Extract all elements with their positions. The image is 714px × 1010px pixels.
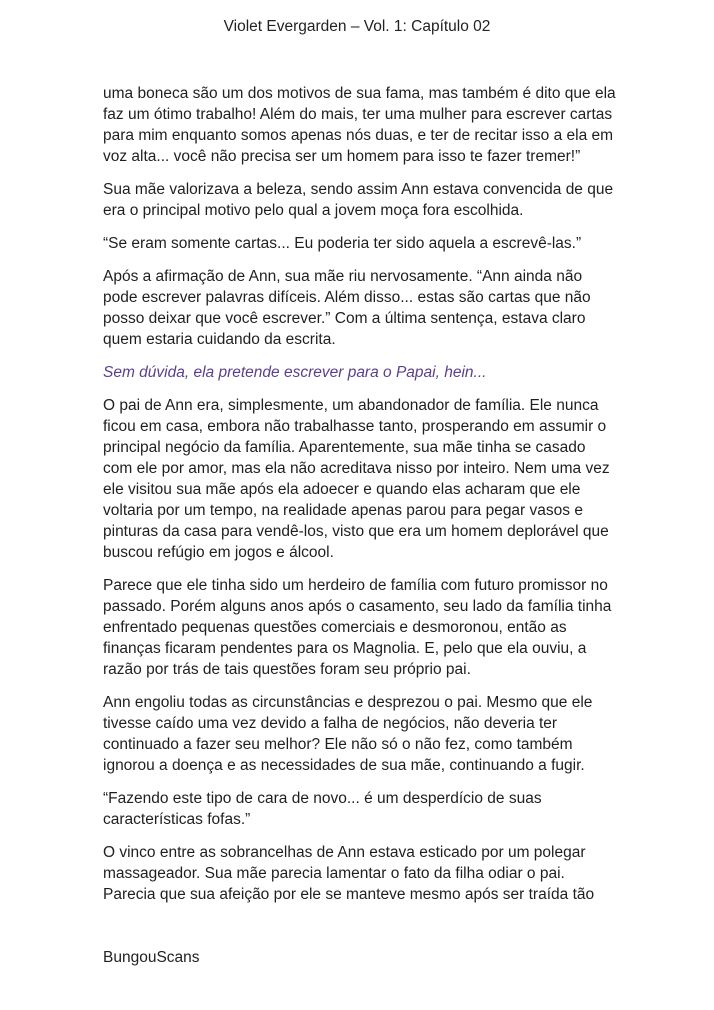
paragraph-9: “Fazendo este tipo de cara de novo... é um desperdício de suas características fofas.”	[103, 790, 542, 828]
paragraph-7: Parece que ele tinha sido um herdeiro de família com futuro promissor no passado. Porém alguns anos após o casamento, seu lado da família tinha enfrentado pequenas questões comerciais e desmoronou, então as finanças ficaram pendentes para os Magnolia. E, pelo que ela ouviu, a razão por trás de tais questões foram seu próprio pai.	[103, 577, 612, 678]
paragraph-10: O vinco entre as sobrancelhas de Ann estava esticado por um polegar massageador. Sua mãe parecia lamentar o fato da filha odiar o pai. Parecia que sua afeição por ele se manteve mesmo após ser traída tão	[103, 844, 595, 903]
inner-thought-paragraph: Sem dúvida, ela pretende escrever para o Papai, hein...	[103, 364, 487, 381]
paragraph-1: uma boneca são um dos motivos de sua fama, mas também é dito que ela faz um ótimo trabalho! Além do mais, ter uma mulher para escrever cartas para mim enquanto somos apenas nós duas, e ter de recitar isso a ela em voz alta... você não precisa ser um homem para isso te fazer tremer!”	[103, 85, 616, 165]
chapter-body	[103, 83, 619, 917]
paragraph-8: Ann engoliu todas as circunstâncias e desprezou o pai. Mesmo que ele tivesse caído uma vez devido a falha de negócios, não deveria ter continuado a fazer seu melhor? Ele não só o não fez, como também ignorou a doença e as necessidades de sua mãe, continuando a fugir.	[103, 694, 593, 774]
page-header: Violet Evergarden – Vol. 1: Capítulo 02	[223, 18, 491, 35]
paragraph-3: “Se eram somente cartas... Eu poderia ter sido aquela a escrevê-las.”	[103, 235, 582, 252]
page-footer: BungouScans	[103, 949, 200, 966]
paragraph-2: Sua mãe valorizava a beleza, sendo assim Ann estava convencida de que era o principal motivo pelo qual a jovem moça fora escolhida.	[103, 181, 614, 219]
paragraph-4: Após a afirmação de Ann, sua mãe riu nervosamente. “Ann ainda não pode escrever palavras difíceis. Além disso... estas são cartas que não posso deixar que você escrever.” Com a última sentença, estava claro quem estaria cuidando da escrita.	[103, 268, 591, 348]
paragraph-6: O pai de Ann era, simplesmente, um abandonador de família. Ele nunca ficou em casa, embora não trabalhasse tanto, prosperando em assumir o principal negócio da família. Aparentemente, sua mãe tinha se casado com ele por amor, mas ela não acreditava nisso por inteiro. Nem uma vez ele visitou sua mãe após ela adoecer e quando elas acharam que ele voltaria por um tempo, na realidade apenas parou para pegar vasos e pinturas da casa para vendê-los, visto que era um homem deplorável que buscou refúgio em jogos e álcool.	[103, 397, 610, 561]
